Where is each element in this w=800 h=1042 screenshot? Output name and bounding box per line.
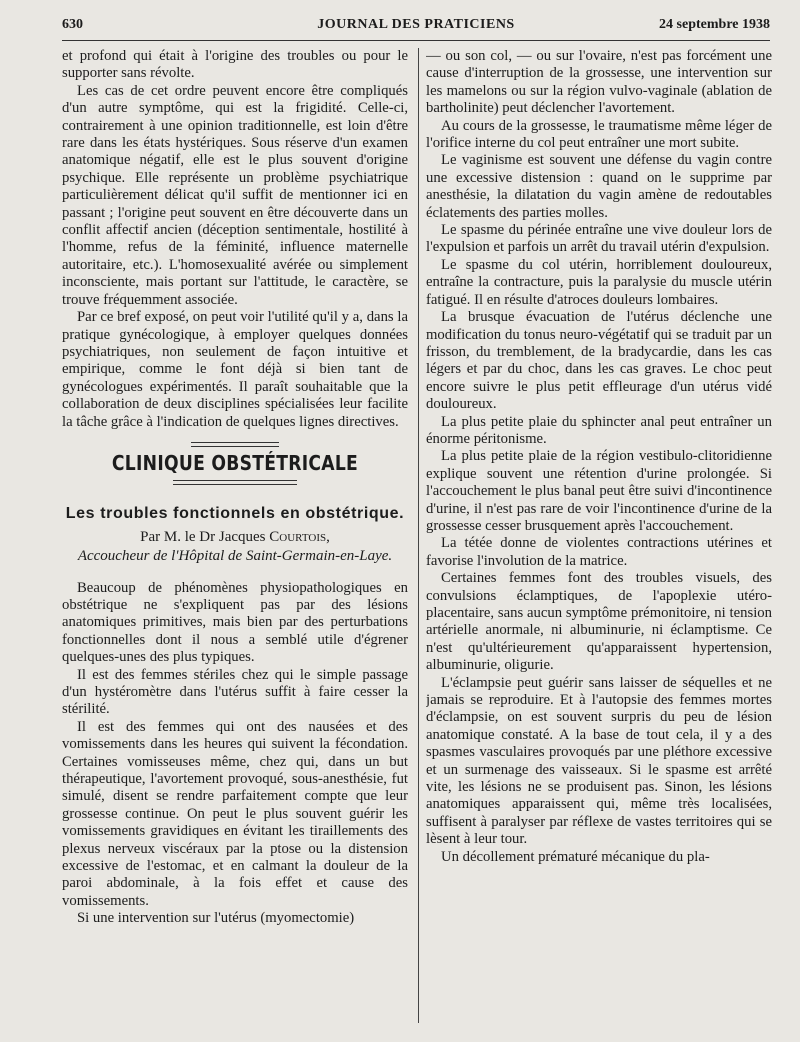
section-rule-top [191,442,279,447]
paragraph: Les cas de cet ordre peuvent encore être compliqués d'un autre symptôme, qui est la frigidité. Celle-ci, contrairement à une opinion traditionnelle, est loin d'être rare dans les états hystériques. Sous réserve d'un examen anatomique négatif, elle est le plus souvent d'origine psychique. Elle représente un problème psychiatrique particulièrement délicat qu'il suffit de mentionner ici en passant ; l'origine peut souvent en être découverte dans un conflit affectif ancien (déception sentimentale, hostilité à l'homme, refus de la féminité, influence maternelle autoritaire, etc.). L'homosexualité avérée ou simplement inconsciente, mais portant sur l'attitude, le caractère, se trouve fréquemment associée. [62,82,408,308]
paragraph: La plus petite plaie du sphincter anal peut entraîner un énorme péritonisme. [426,413,772,447]
byline-prefix: Par M. le Dr Jacques [140,528,266,545]
running-header [62,14,770,41]
issue-date: 24 septembre 1938 [659,17,770,32]
paragraph: La plus petite plaie de la région vestibulo-clitoridienne explique souvent une rétention d'urine prolongée. Si l'accouchement le plus banal peut être suivi d'incontinence d'urine, il n'est pas rare de voir l'incontinence d'urine de la grossesse cesser brusquement après l'accouchement. [426,448,772,534]
paragraph: — ou son col, — ou sur l'ovaire, n'est pas forcément une cause d'interruption de la grossesse, une intervention sur les mamelons ou sur la région vulvo-vaginale (ablation de bartholinite) peut déclencher l'avortement. [426,48,772,117]
right-column [426,48,772,1038]
paragraph: La brusque évacuation de l'utérus déclenche une modification du tonus neuro-végétatif qui se traduit par un frisson, du tremblement, de la bradycardie, dans les cas légers et par du choc, dans les cas graves. Le choc peut encore suivre le plus petit effleurage d'un utérus vidé douloureux. [426,309,772,413]
paragraph: Un décollement prématuré mécanique du pla- [441,848,710,865]
paragraph: L'éclampsie peut guérir sans laisser de séquelles et ne jamais se reproduire. Et à l'autopsie des femmes mortes d'éclampsie, on est souvent surpris du peu de lésion anatomique constaté. A la base de tout cela, il y a des spasmes vasculaires provoqués par une pléthore excessive et un surmenage des vaisseaux. Si le spasme est arrêté vite, les lésions ne se produisent pas. Sinon, les lésions anatomiques apparaissent qui, même très localisées, suffisent à paralyser par réflexe de vastes territoires qui se lèsent à leur tour. [426,674,772,848]
paragraph: Le vaginisme est souvent une défense du vagin contre une excessive distension : quand on le supprime par anesthésie, la dilatation du vagin amène de redoutables éclatements des parties molles. [426,152,772,221]
paragraph: Au cours de la grossesse, le traumatisme même léger de l'orifice interne du col peut entraîner une mort subite. [426,117,772,152]
paragraph: Il est des femmes qui ont des nausées et des vomissements dans les heures qui suivent la fécondation. Certaines vomisseuses même, chez qui, dans un but thérapeutique, l'avortement provoqué, sous-anesthésie, fut simulé, disent se rendre parfaitement compte que leur grossesse continue. On peut le plus souvent guérir les vomissements gravidiques en évitant les tiraillements des plexus nerveux viscéraux par la ptose ou la distension excessive de l'estomac, et en calmant la douleur de la paroi abdominale, à la fois effet et cause des vomissements. [62,718,408,909]
journal-title: JOURNAL DES PRATICIENS [317,17,515,32]
paragraph: Par ce bref exposé, on peut voir l'utilité qu'il y a, dans la pratique gynécologique, à employer quelques données psychiatriques, non seulement de façon intuitive et empirique, comme le font déjà si bien tant de gynécologues expérimentés. Il paraît souhaitable que la collaboration de deux disciplines spécialisées leur facilite la tâche grâce à l'indication de quelques lignes directives. [62,309,408,430]
paragraph: Il est des femmes stériles chez qui le simple passage d'un hystéromètre dans l'utérus suffit à faire cesser la stérilité. [62,666,408,718]
paragraph: Le spasme du col utérin, horriblement douloureux, entraîne la contracture, puis la paralysie du muscle utérin fatigué. Il en résulte d'atroces douleurs lombaires. [426,256,772,308]
paragraph: Le spasme du périnée entraîne une vive douleur lors de l'expulsion et parfois un arrêt du travail utérin d'expulsion. [426,222,772,256]
paragraph: et profond qui était à l'origine des troubles ou pour le supporter sans révolte. [62,48,408,82]
author-name: Courtois, [269,528,330,545]
left-column [62,48,408,1038]
paragraph: Beaucoup de phénomènes physiopathologiques en obstétrique ne s'expliquent pas par des lésions anatomiques primitives, mais bien par des perturbations fonctionnelles dont il nous a semblé utile d'égrener quelques-unes des plus typiques. [62,579,408,666]
section-rule-bottom [173,480,297,485]
article-title: Les troubles fonctionnels en obstétrique. [65,505,405,523]
paragraph: Si une intervention sur l'utérus (myomectomie) [77,910,355,927]
author-affiliation: Accoucheur de l'Hôpital de Saint-Germain-en-Laye. [77,548,393,565]
paragraph: La tétée donne de violentes contractions utérines et favorise l'involution de la matrice. [426,535,772,569]
author-byline [62,529,408,546]
section-title: CLINIQUE OBSTÉTRICALE [111,450,359,475]
column-divider [418,48,419,1023]
page-number: 630 [62,17,83,32]
paragraph: Certaines femmes font des troubles visuels, des convulsions éclamptiques, de l'apoplexie utéro-placentaire, sans aucun symptôme prémonitoire, ni tension artérielle anormale, ni albuminurie, ni éclamptisme. Ce n'est qu'ultérieurement qu'apparaissent hypertension, albuminurie, oligurie. [426,570,772,674]
